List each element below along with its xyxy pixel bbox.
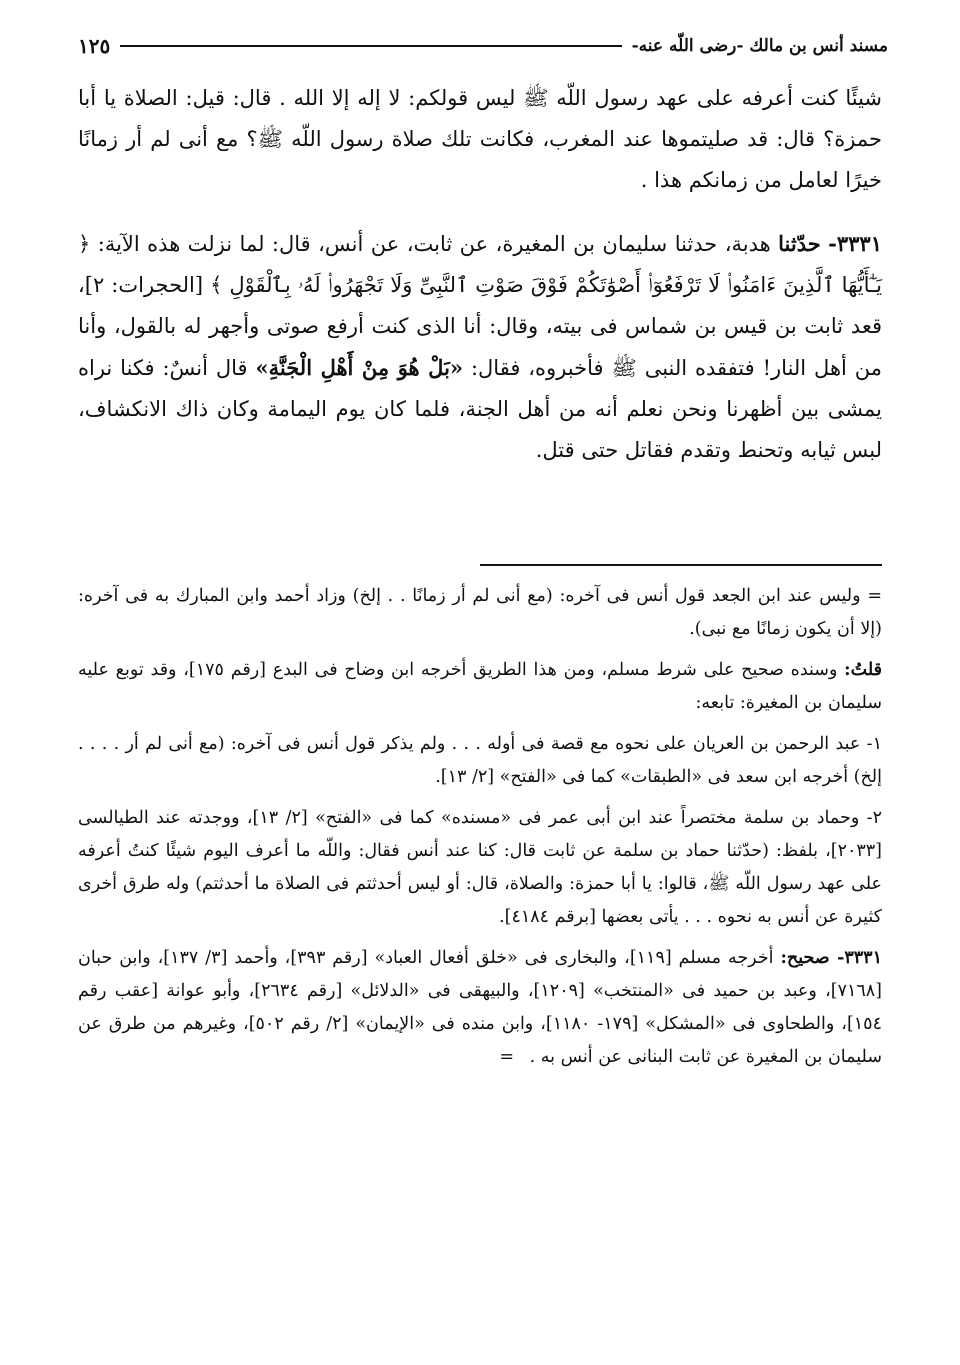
footnote-text: ٢- وحماد بن سلمة مختصراً عند ابن أبى عمر فى «مسنده» كما فى «الفتح» [٢/ ١٣]، ووجدته عند الطيالسى [٢٠٣٣]، بلفظ: (حدّثنا حماد بن سلمة عن ثابت قال: كنا عند أنس فقال: واللّه ما أعرف اليوم شيئًا كنتُ أعرفه على عهد رسول اللّه ﷺ، قالوا: يا أبا حمزة: والصلاة، قال: أو ليس أحدثتم فى الصلاة ما أحدثتم) وله طرق أخرى كثيرة عن أنس به نحوه . . . يأتى بعضها [برقم ٤١٨٤]. bbox=[78, 808, 882, 927]
footnote bbox=[78, 580, 882, 646]
hadith-paragraph bbox=[78, 223, 882, 471]
hadith-number: ٣٣٣١- bbox=[828, 231, 882, 256]
footnote bbox=[78, 728, 882, 794]
footnote-separator bbox=[480, 564, 882, 566]
footnote-text: = وليس عند ابن الجعد قول أنس فى آخره: (مع أنى لم أر زمانًا . . إلخ) وزاد أحمد وابن المبارك به فى آخره: (إلا أن يكون زمانًا مع نبى). bbox=[78, 586, 882, 639]
footnote-label: قلتُ: bbox=[844, 660, 882, 680]
running-title: مسند أنس بن مالك -رضى اللّه عنه- bbox=[631, 36, 888, 56]
footnote-label: ٣٣٣١- صحيح: bbox=[780, 948, 882, 968]
hadith-verb: حدّثنا bbox=[778, 231, 821, 256]
hadith-chain: هدبة، حدثنا سليمان بن المغيرة، عن ثابت، عن أنس، قال: لما نزلت هذه الآية: bbox=[97, 232, 771, 256]
paragraph-text: شيئًا كنت أعرفه على عهد رسول اللّه ﷺ ليس قولكم: لا إله إلا الله . قال: قيل: الصلاة يا أبا حمزة؟ قال: قد صليتموها عند المغرب، فكانت تلك صلاة رسول اللّه ﷺ؟ مع أنى لم أر زمانًا خيرًا لعامل من زمانكم هذا . bbox=[78, 86, 882, 192]
hadith-text-end: قال أنسٌ: فكنا نراه يمشى بين أظهرنا ونحن نعلم أنه من أهل الجنة، فلما كان يوم اليمامة وكان ذاك الانكشاف، لبس ثيابه وتحنط وتقدم فقاتل حتى قتل. bbox=[78, 356, 882, 462]
header-rule bbox=[120, 45, 621, 47]
page-number: ١٢٥ bbox=[78, 34, 111, 58]
footnote bbox=[78, 802, 882, 934]
quran-verse: ﴿ يَـٰٓأَيُّهَا ٱلَّذِينَ ءَامَنُوا۟ لَا تَرْفَعُوٓا۟ أَصْوَٰتَكُمْ فَوْقَ صَوْتِ ٱلنَّبِىِّ وَلَا تَجْهَرُوا۟ لَهُۥ بِٱلْقَوْلِ ﴾ bbox=[78, 232, 882, 297]
footnotes bbox=[78, 580, 882, 1082]
running-header bbox=[78, 28, 888, 64]
paragraph-continuation bbox=[78, 78, 882, 201]
hadith-text: [الحجرات: ٢]، قعد ثابت بن قيس بن شماس فى بيته، وقال: أنا الذى كنت أرفع صوتى وأجهر له بالقول، وأنا من أهل النار! فتفقده النبى ﷺ فأخبروه، فقال: bbox=[78, 273, 882, 380]
footnote-text: ١- عبد الرحمن بن العريان على نحوه مع قصة فى أوله . . . ولم يذكر قول أنس فى آخره: (مع أنى لم أر . . . . إلخ) أخرجه ابن سعد فى «الطبقات» كما فى «الفتح» [٢/ ١٣]. bbox=[78, 734, 882, 787]
prophet-quote: «بَلْ هُوَ مِنْ أَهْلِ الْجَنَّةِ» bbox=[255, 355, 464, 380]
footnote-text: وسنده صحيح على شرط مسلم، ومن هذا الطريق أخرجه ابن وضاح فى البدع [رقم ١٧٥]، وقد توبع عليه سليمان بن المغيرة: تابعه: bbox=[78, 660, 882, 713]
footnote bbox=[78, 942, 882, 1074]
footnote bbox=[78, 654, 882, 720]
footnote-text: أخرجه مسلم [١١٩]، والبخارى فى «خلق أفعال العباد» [رقم ٣٩٣]، وأحمد [٣/ ١٣٧]، وابن حبان [٧١٦٨]، وعبد بن حميد فى «المنتخب» [١٢٠٩]، والبيهقى فى «الدلائل» [رقم ٢٦٣٤]، وأبو عوانة [عقب رقم ١٥٤]، والطحاوى فى «المشكل» [١٧٩- ١١٨٠]، وابن منده فى «الإيمان» [٢/ رقم ٥٠٢]، وغيرهم من طرق عن سليمان بن المغيرة عن ثابت البنانى عن أنس به . bbox=[78, 948, 882, 1067]
main-text bbox=[78, 78, 882, 493]
continuation-mark: = bbox=[499, 1047, 515, 1067]
